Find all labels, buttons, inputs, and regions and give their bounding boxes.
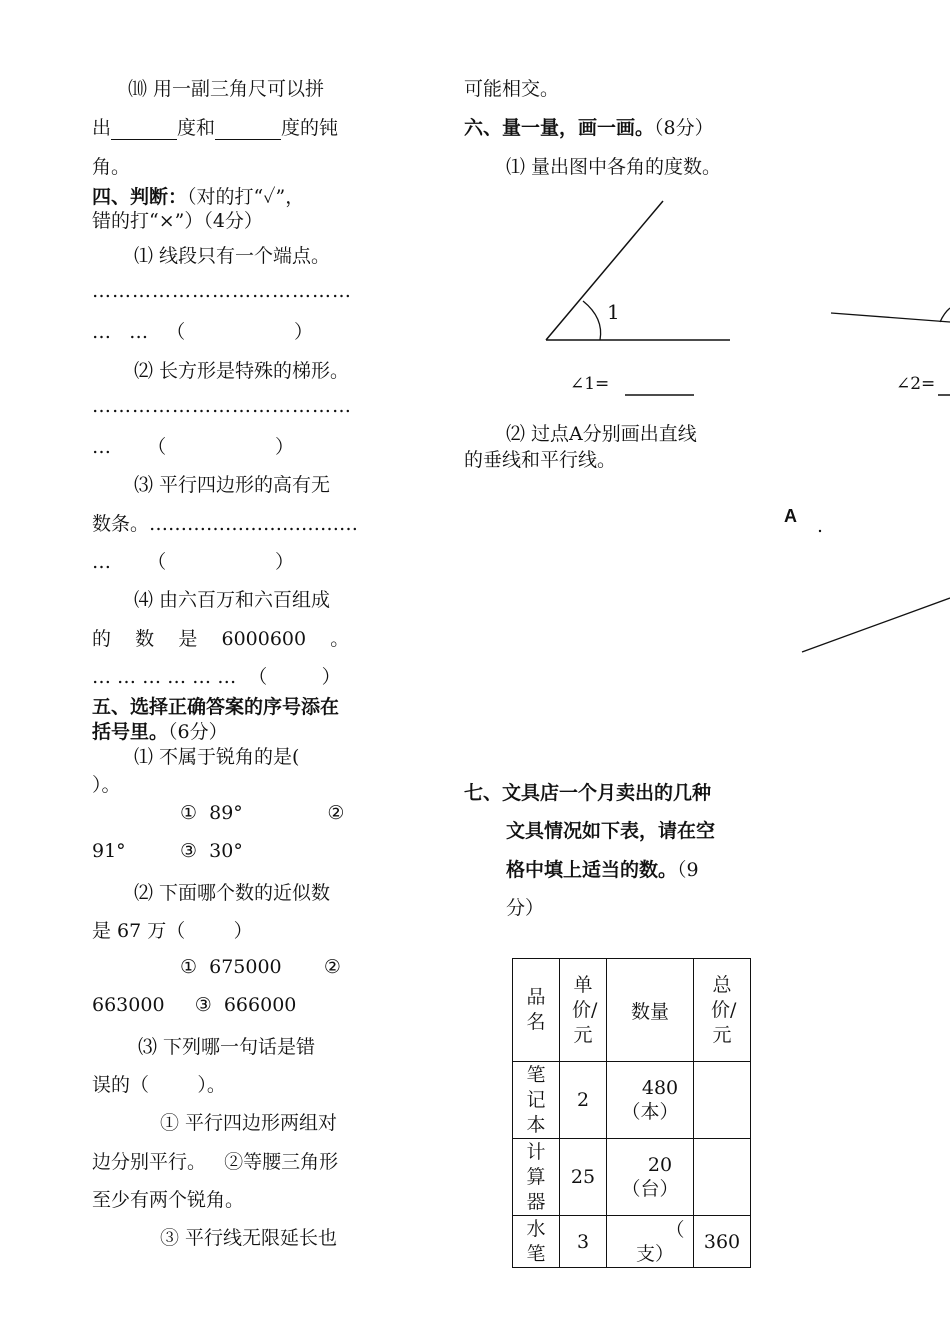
section4-title: 四、判断：	[92, 186, 188, 208]
choice-1-options: ① 89° ②	[180, 802, 345, 824]
section5-score: （6分）	[168, 721, 228, 743]
table-row	[513, 1062, 751, 1139]
row1-price: 2	[560, 1062, 607, 1139]
row2-name: 计算器	[513, 1139, 560, 1216]
header-name: 品名	[513, 959, 560, 1062]
angle2-ray	[831, 313, 950, 322]
choice-2-options-2: 663000 ③ 666000	[92, 994, 297, 1016]
judge-3-dots: 数条。……………………………	[92, 513, 359, 535]
judge-2-answer[interactable]: … （ ）	[92, 436, 294, 458]
choice-3-question[interactable]: 误的（ ）。	[92, 1074, 226, 1096]
choice-3: ⑶ 下列哪一句话是错	[138, 1036, 316, 1058]
q10-text-b: 度和	[177, 117, 216, 139]
row2-price: 25	[560, 1139, 607, 1216]
row3-total: 360	[694, 1216, 751, 1268]
section7-line1: 七、文具店一个月卖出的几种	[464, 782, 712, 804]
section5-title: 五、选择正确答案的序号添在	[92, 696, 340, 718]
angle1-slant-ray	[546, 201, 663, 340]
angle2-answer: ∠2=	[896, 374, 936, 394]
judge-4: ⑷ 由六百万和六百组成	[134, 589, 331, 611]
section7-line2: 文具情况如下表，请在空	[506, 820, 716, 842]
choice-2: ⑵ 下面哪个数的近似数	[134, 882, 331, 904]
angle1-arc	[583, 301, 601, 340]
row3-name: 水笔	[513, 1216, 560, 1268]
section7-line4: 分）	[506, 897, 545, 919]
angle1-label: 1	[607, 300, 620, 324]
judge-2-dots: …………………………………	[92, 395, 352, 417]
stationery-table	[512, 958, 751, 1268]
choice-3-option3: ③ 平行线无限延长也	[160, 1227, 338, 1249]
section7-score: （9	[677, 859, 699, 881]
angle2-arc	[940, 308, 950, 322]
judge-1-dots: …………………………………	[92, 280, 352, 302]
choice-1-options-2: 91° ③ 30°	[92, 840, 243, 862]
row2-total[interactable]	[694, 1139, 751, 1216]
q10-line1: ⑽ 用一副三角尺可以拼	[128, 78, 325, 100]
q10-line3: 角。	[92, 156, 131, 178]
row1-qty: 480 （本）	[607, 1062, 694, 1139]
judge-1: ⑴ 线段只有一个端点。	[134, 245, 331, 267]
judge-4-text: 的 数 是 6000600 。	[92, 628, 350, 650]
q10-text-a: 出	[92, 117, 112, 139]
point-a-dot	[819, 530, 821, 532]
table-header-row	[513, 959, 751, 1062]
choice-1[interactable]: ⑴ 不属于锐角的是(	[134, 746, 300, 768]
given-line	[802, 598, 950, 652]
choice-2-options: ① 675000 ②	[180, 956, 341, 978]
choice-3-option1: ① 平行四边形两组对	[160, 1112, 338, 1134]
q10-text-c: 度的钝	[281, 117, 339, 139]
judge-2: ⑵ 长方形是特殊的梯形。	[134, 360, 350, 382]
choice-3-option1-cont: 边分别平行。 ②等腰三角形	[92, 1151, 339, 1173]
row3-price: 3	[560, 1216, 607, 1268]
measure-1: ⑴ 量出图中各角的度数。	[506, 156, 722, 178]
section5-title-b: 括号里。	[92, 721, 169, 743]
row1-total[interactable]	[694, 1062, 751, 1139]
right-continuation: 可能相交。	[464, 78, 560, 100]
row2-qty: 20 （台）	[607, 1139, 694, 1216]
judge-4-answer[interactable]: … … … … … … （ ）	[92, 666, 341, 688]
judge-3-answer[interactable]: … （ ）	[92, 551, 294, 573]
choice-1-end: ）。	[92, 774, 121, 796]
section6-title: 六、量一量，画一画。	[464, 117, 655, 139]
measure-2: ⑵ 过点A分别画出直线	[506, 423, 697, 445]
table-row	[513, 1216, 751, 1268]
table-row	[513, 1139, 751, 1216]
section4-note1: （对的打“✓”，	[187, 186, 305, 208]
point-a-label: A	[784, 506, 797, 526]
row1-name: 笔记本	[513, 1062, 560, 1139]
section6-score: （8分）	[654, 117, 714, 139]
section4-note2: 错的打“×”）（4分）	[92, 210, 263, 232]
section7-line3	[506, 855, 699, 882]
judge-1-answer[interactable]: … … （ ）	[92, 321, 313, 343]
measure-2-cont: 的垂线和平行线。	[464, 449, 617, 471]
header-qty: 数量	[607, 959, 694, 1062]
header-total: 总价/元	[694, 959, 751, 1062]
section7-line3-text: 格中填上适当的数。	[506, 859, 678, 881]
angle1-answer: ∠1=	[570, 374, 610, 394]
header-price: 单价/元	[560, 959, 607, 1062]
choice-3-option2-cont: 至少有两个锐角。	[92, 1189, 245, 1211]
choice-2-question[interactable]: 是 67 万（ ）	[92, 920, 253, 942]
judge-3: ⑶ 平行四边形的高有无	[134, 474, 331, 496]
row3-qty[interactable]: （ 支）	[607, 1216, 694, 1268]
